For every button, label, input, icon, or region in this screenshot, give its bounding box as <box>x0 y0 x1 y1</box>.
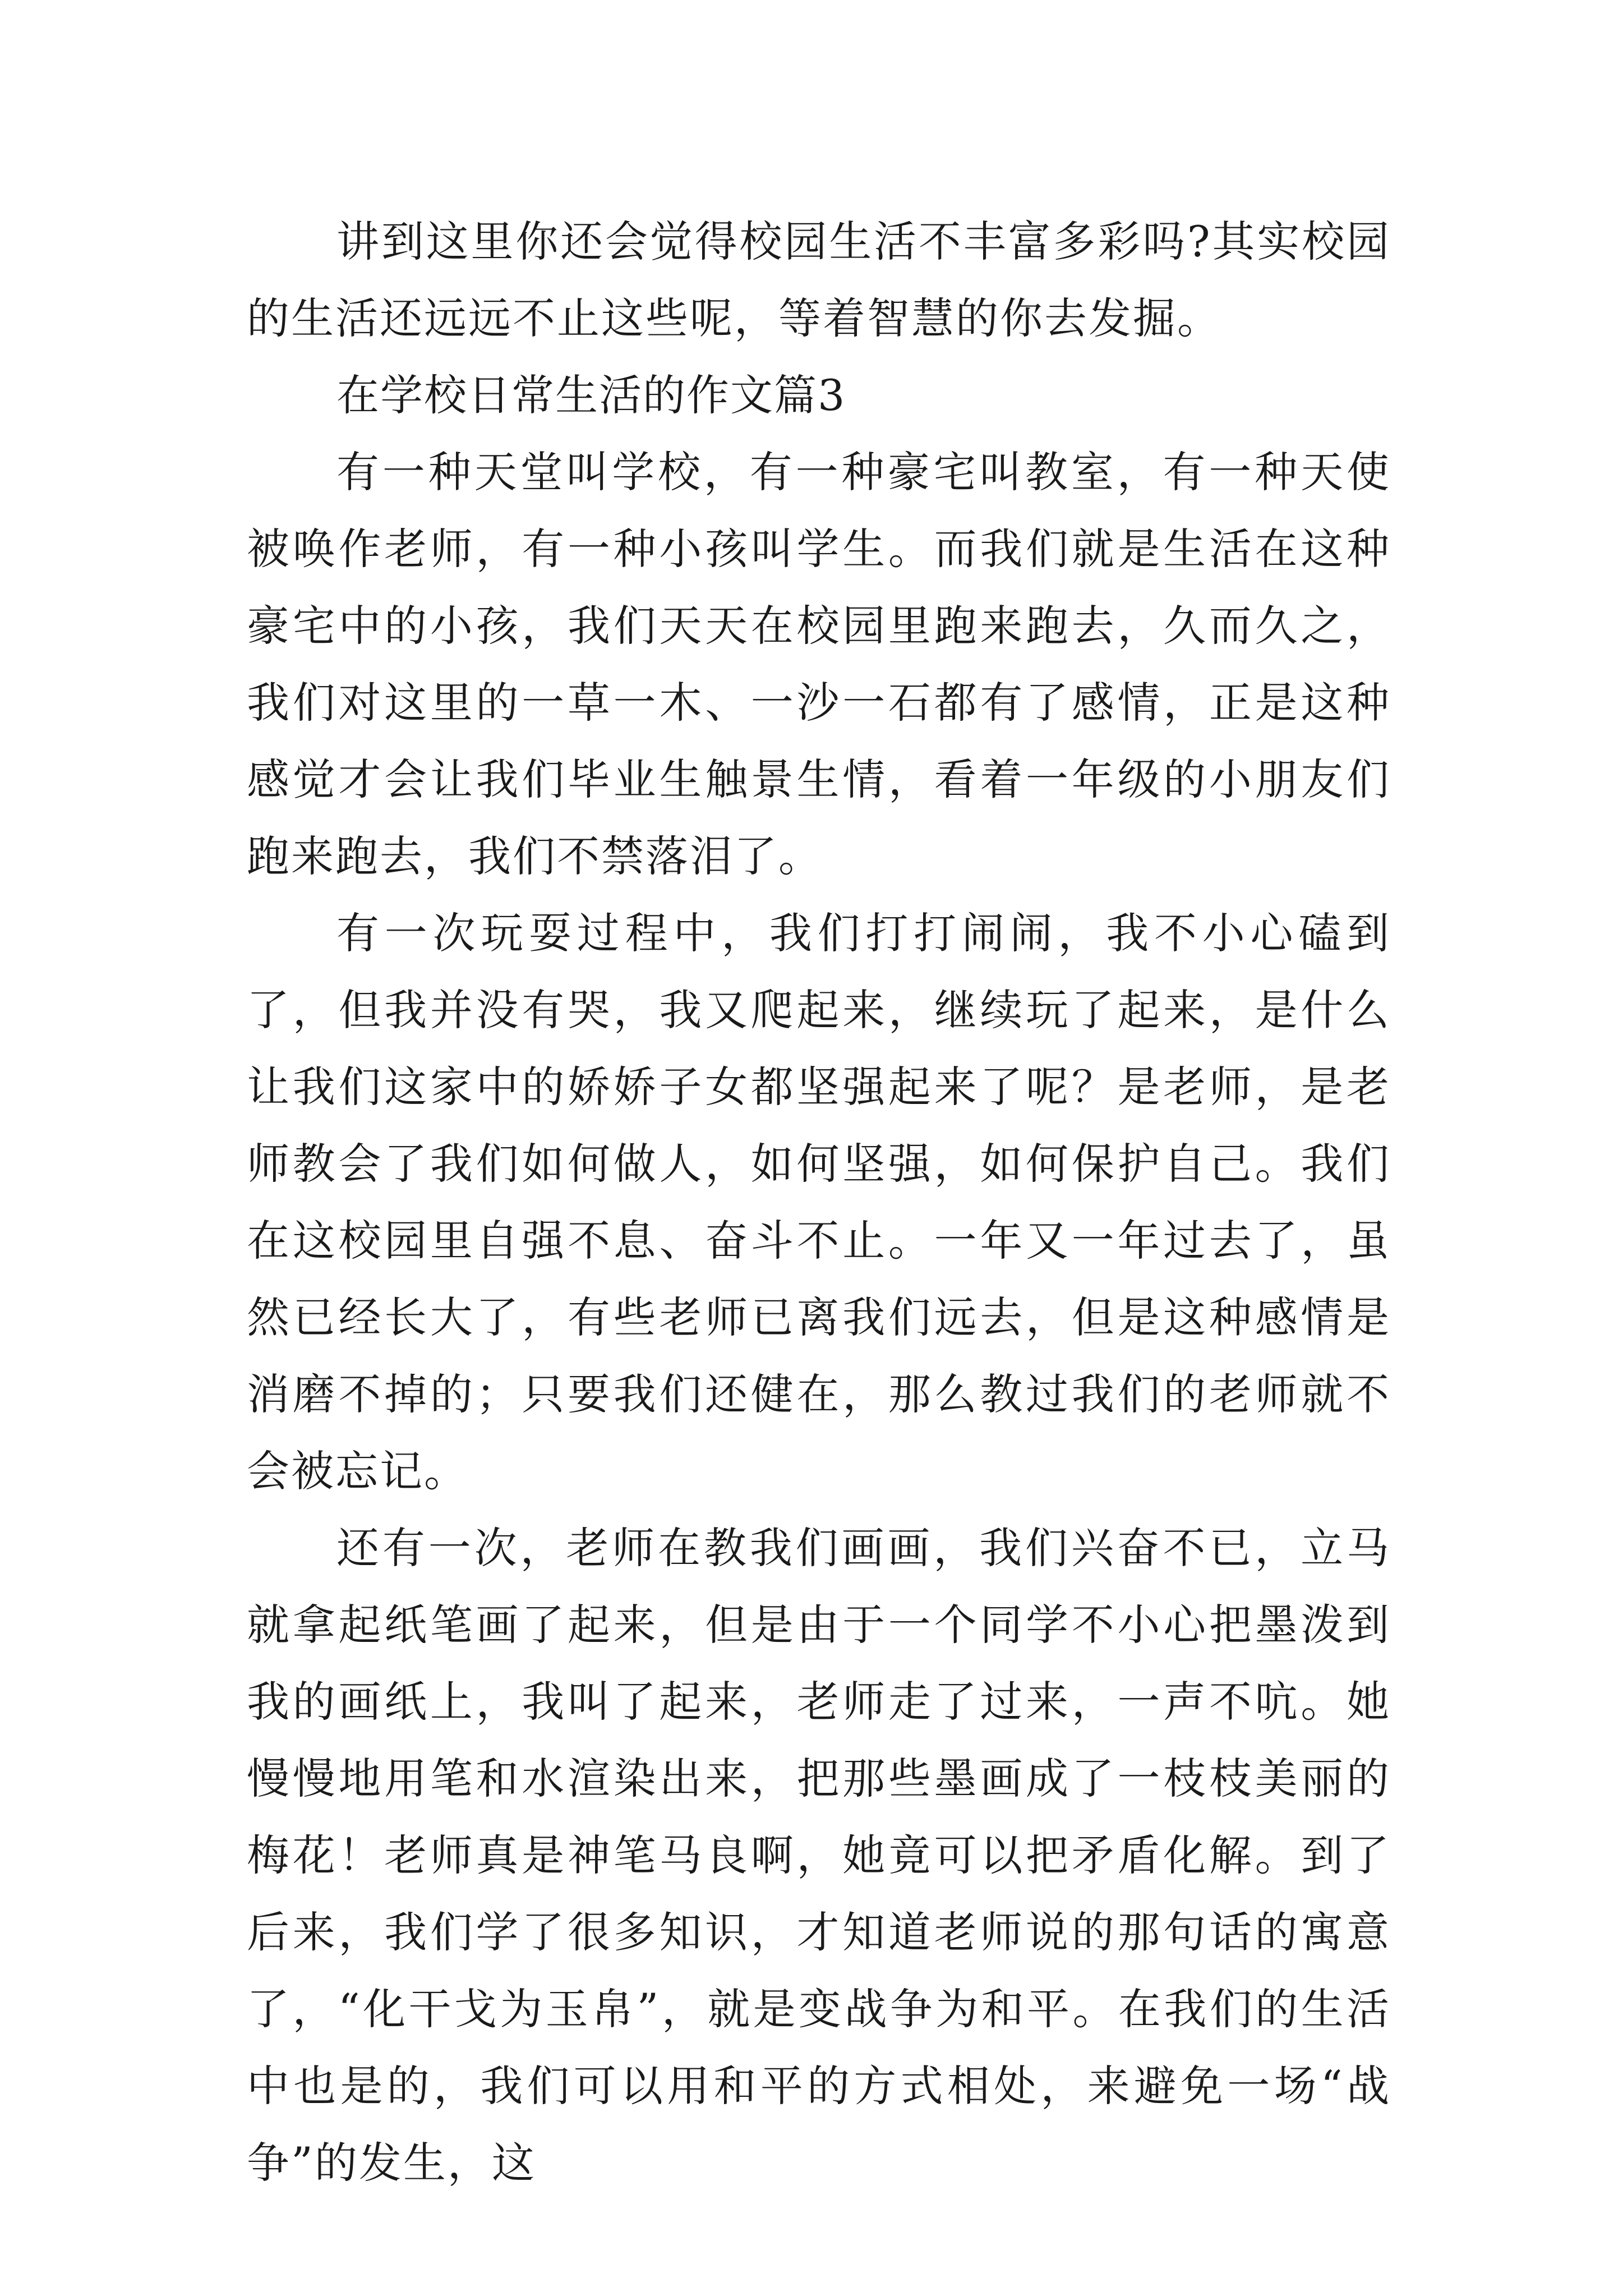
document-body <box>247 203 1391 2201</box>
paragraph: 有一种天堂叫学校，有一种豪宅叫教室，有一种天使被唤作老师，有一种小孩叫学生。而我们就是生活在这种豪宅中的小孩，我们天天在校园里跑来跑去，久而久之，我们对这里的一草一木、一沙一石都有了感情，正是这种感觉才会让我们毕业生触景生情，看着一年级的小朋友们跑来跑去，我们不禁落泪了。 <box>247 447 1391 881</box>
paragraph: 有一次玩耍过程中，我们打打闹闹，我不小心磕到了，但我并没有哭，我又爬起来，继续玩了起来，是什么让我们这家中的娇娇子女都坚强起来了呢？是老师，是老师教会了我们如何做人，如何坚强，如何保护自己。我们在这校园里自强不息、奋斗不止。一年又一年过去了，虽然已经长大了，有些老师已离我们远去，但是这种感情是消磨不掉的；只要我们还健在，那么教过我们的老师就不会被忘记。 <box>247 908 1391 1496</box>
section-heading: 在学校日常生活的作文篇3 <box>336 370 846 420</box>
paragraph: 讲到这里你还会觉得校园生活不丰富多彩吗?其实校园的生活还远远不止这些呢，等着智慧的你去发掘。 <box>247 217 1391 343</box>
paragraph: 还有一次，老师在教我们画画，我们兴奋不已，立马就拿起纸笔画了起来，但是由于一个同学不小心把墨泼到我的画纸上，我叫了起来，老师走了过来，一声不吭。她慢慢地用笔和水渲染出来，把那些墨画成了一枝枝美丽的梅花！老师真是神笔马良啊，她竟可以把矛盾化解。到了后来，我们学了很多知识，才知道老师说的那句话的寓意了，“化干戈为玉帛”，就是变战争为和平。在我们的生活中也是的，我们可以用和平的方式相处，来避免一场“战争”的发生，这 <box>247 1523 1391 2188</box>
